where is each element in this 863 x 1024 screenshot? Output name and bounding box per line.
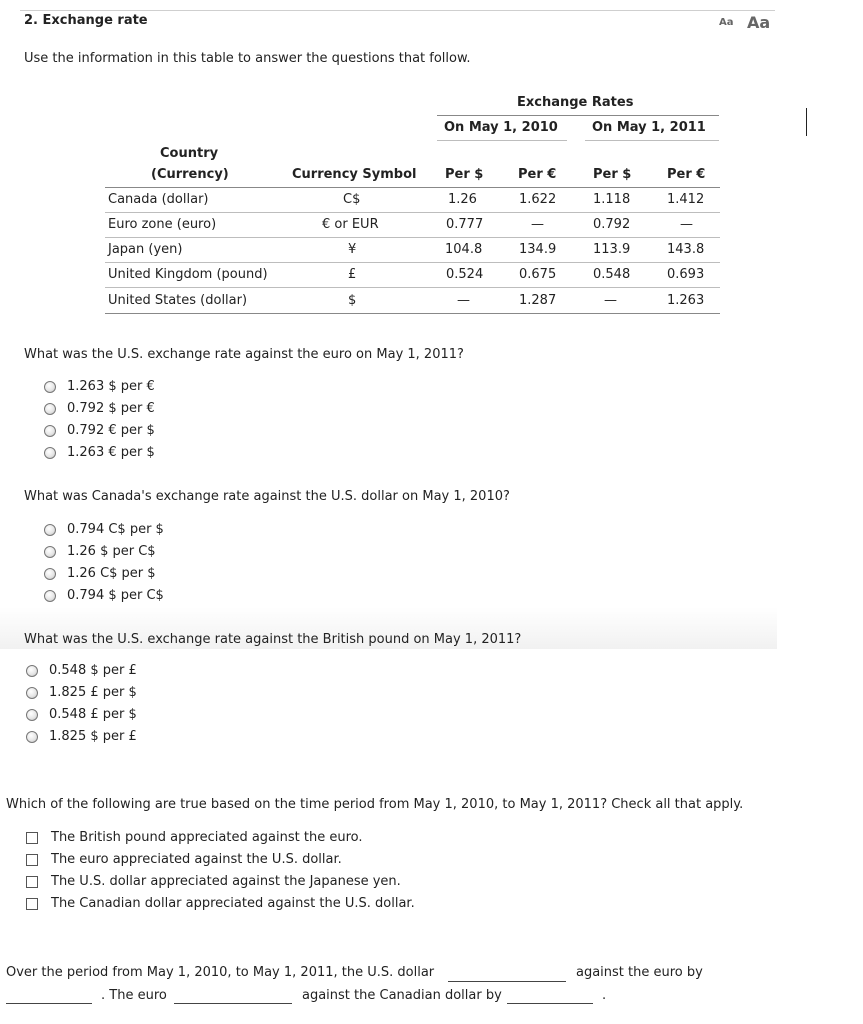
row-value: 1.287 xyxy=(519,293,557,308)
row-value: 1.622 xyxy=(519,192,557,207)
q2-option-label: 0.794 C$ per $ xyxy=(67,522,164,537)
checkbox[interactable] xyxy=(26,832,38,844)
period-2011-header: On May 1, 2011 xyxy=(592,120,706,135)
q4-option[interactable] xyxy=(26,830,363,845)
radio-button[interactable] xyxy=(44,590,56,602)
q3-text: What was the U.S. exchange rate against the British pound on May 1, 2011? xyxy=(24,632,522,647)
q2-option-label: 0.794 $ per C$ xyxy=(67,588,164,603)
top-divider xyxy=(20,10,775,11)
row-value: 1.263 xyxy=(667,293,705,308)
q1-option-label: 1.263 € per $ xyxy=(67,445,155,460)
row-value: 0.777 xyxy=(446,217,484,232)
q3-option-label: 1.825 £ per $ xyxy=(49,685,137,700)
row-divider xyxy=(105,287,720,288)
radio-button[interactable] xyxy=(44,447,56,459)
usd-change-percent-dropdown[interactable] xyxy=(6,1003,92,1004)
radio-button[interactable] xyxy=(26,709,38,721)
group-header: Exchange Rates xyxy=(517,95,634,110)
row-value: 0.792 xyxy=(593,217,631,232)
group-header-rule xyxy=(437,115,719,116)
row-value: — xyxy=(680,217,693,232)
row-value: — xyxy=(604,293,617,308)
q1-option-label: 0.792 $ per € xyxy=(67,401,155,416)
table-bottom-rule xyxy=(105,313,720,314)
col-header-2011-per-dollar: Per $ xyxy=(593,167,632,182)
question-title: 2. Exchange rate xyxy=(24,13,148,28)
country-header-line2: (Currency) xyxy=(151,167,229,182)
period-2011-rule xyxy=(585,140,719,141)
q1-option[interactable] xyxy=(44,423,155,438)
col-header-2011-per-euro: Per € xyxy=(667,167,706,182)
q1-text: What was the U.S. exchange rate against the euro on May 1, 2011? xyxy=(24,347,464,362)
radio-button[interactable] xyxy=(44,381,56,393)
row-value: 0.675 xyxy=(519,267,557,282)
row-value: — xyxy=(531,217,544,232)
row-value: 0.693 xyxy=(667,267,705,282)
q4-option[interactable] xyxy=(26,896,415,911)
row-value: 134.9 xyxy=(519,242,557,257)
period-2010-rule xyxy=(437,140,567,141)
radio-button[interactable] xyxy=(44,524,56,536)
currency-symbol-header: Currency Symbol xyxy=(292,167,417,182)
q4-option-label: The euro appreciated against the U.S. dollar. xyxy=(51,852,342,867)
row-country: United Kingdom (pound) xyxy=(108,267,268,282)
q3-option[interactable] xyxy=(26,707,137,722)
row-symbol: £ xyxy=(348,267,357,282)
q5-text-part1: Over the period from May 1, 2010, to May 1, 2011, the U.S. dollar xyxy=(6,965,435,980)
row-divider xyxy=(105,237,720,238)
row-symbol: € or EUR xyxy=(322,217,379,232)
text-size-large-button[interactable]: Aa xyxy=(747,13,771,32)
radio-button[interactable] xyxy=(44,425,56,437)
row-value: — xyxy=(457,293,470,308)
q4-option[interactable] xyxy=(26,852,342,867)
usd-direction-dropdown[interactable] xyxy=(448,981,566,982)
row-symbol: ¥ xyxy=(348,242,357,257)
q2-option[interactable] xyxy=(44,566,156,581)
col-header-2010-per-dollar: Per $ xyxy=(445,167,484,182)
row-country: United States (dollar) xyxy=(108,293,248,308)
q3-option[interactable] xyxy=(26,729,137,744)
euro-change-percent-dropdown[interactable] xyxy=(507,1003,593,1004)
row-value: 1.118 xyxy=(593,192,631,207)
row-country: Canada (dollar) xyxy=(108,192,209,207)
q5-text-part4: against the Canadian dollar by xyxy=(302,988,502,1003)
q3-option-label: 0.548 $ per £ xyxy=(49,663,137,678)
row-symbol: $ xyxy=(348,293,357,308)
q3-option[interactable] xyxy=(26,685,137,700)
col-header-2010-per-euro: Per € xyxy=(518,167,557,182)
q4-option-label: The Canadian dollar appreciated against the U.S. dollar. xyxy=(51,896,415,911)
checkbox[interactable] xyxy=(26,898,38,910)
q4-option-label: The British pound appreciated against the euro. xyxy=(51,830,363,845)
q2-option[interactable] xyxy=(44,522,164,537)
q3-option[interactable] xyxy=(26,663,137,678)
q3-option-label: 0.548 £ per $ xyxy=(49,707,137,722)
q2-option-label: 1.26 C$ per $ xyxy=(67,566,156,581)
q4-option-label: The U.S. dollar appreciated against the Japanese yen. xyxy=(51,874,401,889)
q1-option[interactable] xyxy=(44,445,155,460)
text-size-small-button[interactable]: Aa xyxy=(719,17,734,28)
row-symbol: C$ xyxy=(343,192,361,207)
row-country: Euro zone (euro) xyxy=(108,217,217,232)
radio-button[interactable] xyxy=(44,568,56,580)
euro-direction-dropdown[interactable] xyxy=(174,1003,292,1004)
q1-option-label: 0.792 € per $ xyxy=(67,423,155,438)
q5-text-part3: . The euro xyxy=(101,988,167,1003)
q2-option[interactable] xyxy=(44,544,156,559)
period-2010-header: On May 1, 2010 xyxy=(444,120,558,135)
q2-option[interactable] xyxy=(44,588,164,603)
row-value: 1.26 xyxy=(448,192,477,207)
q5-text-part5: . xyxy=(602,988,607,1003)
row-divider xyxy=(105,212,720,213)
radio-button[interactable] xyxy=(44,403,56,415)
q1-option[interactable] xyxy=(44,401,155,416)
row-value: 1.412 xyxy=(667,192,705,207)
row-divider xyxy=(105,262,720,263)
q4-text: Which of the following are true based on the time period from May 1, 2010, to May 1, 2011? Check all that apply. xyxy=(6,797,744,812)
q2-option-label: 1.26 $ per C$ xyxy=(67,544,156,559)
row-value: 143.8 xyxy=(667,242,705,257)
text-cursor xyxy=(806,108,807,136)
row-value: 0.548 xyxy=(593,267,631,282)
row-value: 104.8 xyxy=(445,242,483,257)
q5-text-part2: against the euro by xyxy=(576,965,703,980)
radio-button[interactable] xyxy=(44,546,56,558)
row-country: Japan (yen) xyxy=(108,242,183,257)
header-rule xyxy=(105,187,720,188)
radio-button[interactable] xyxy=(26,665,38,677)
q3-option-label: 1.825 $ per £ xyxy=(49,729,137,744)
q1-option[interactable] xyxy=(44,379,155,394)
checkbox[interactable] xyxy=(26,876,38,888)
row-value: 0.524 xyxy=(446,267,484,282)
radio-button[interactable] xyxy=(26,731,38,743)
radio-button[interactable] xyxy=(26,687,38,699)
q4-option[interactable] xyxy=(26,874,401,889)
row-value: 113.9 xyxy=(593,242,631,257)
intro-text: Use the information in this table to answer the questions that follow. xyxy=(24,51,471,66)
q2-text: What was Canada's exchange rate against the U.S. dollar on May 1, 2010? xyxy=(24,489,510,504)
q1-option-label: 1.263 $ per € xyxy=(67,379,155,394)
checkbox[interactable] xyxy=(26,854,38,866)
country-header-line1: Country xyxy=(160,146,219,161)
